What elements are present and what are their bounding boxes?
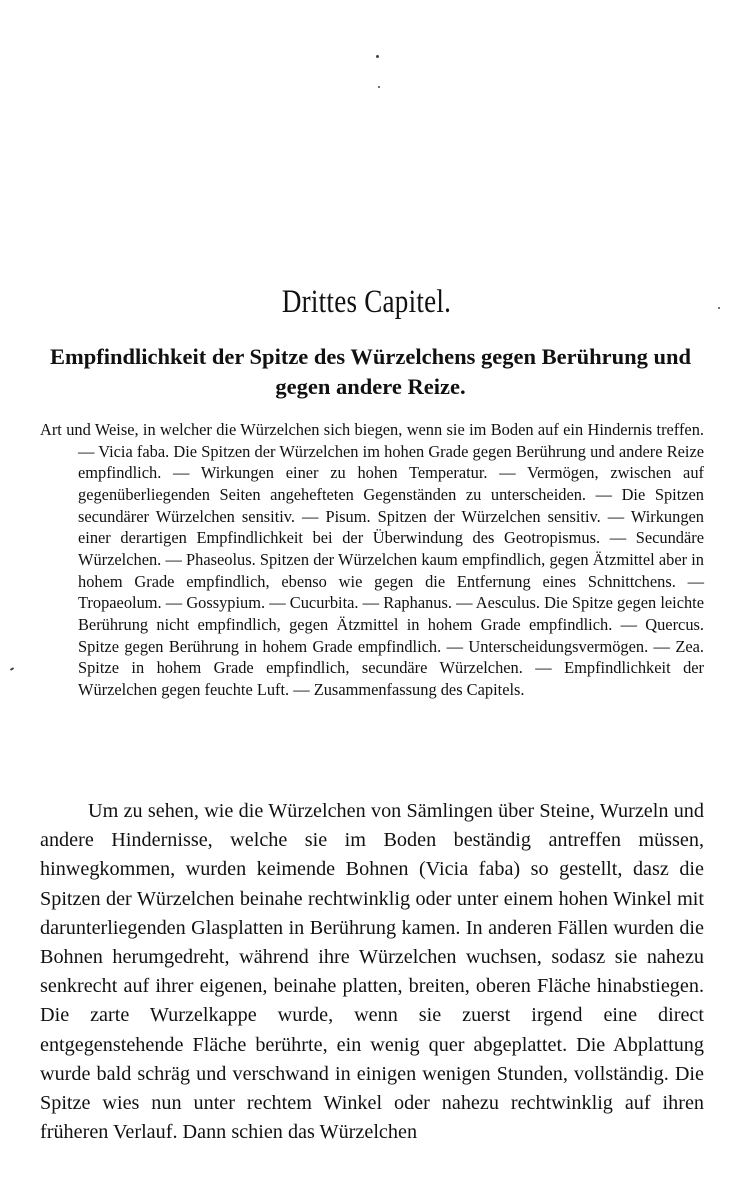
print-speck xyxy=(10,667,14,671)
chapter-heading: Empfindlichkeit der Spitze des Würzelchens gegen Berührung und gegen andere Reize. xyxy=(49,344,692,399)
print-speck xyxy=(378,86,380,88)
body-paragraph: Um zu sehen, wie die Würzelchen von Sämlingen über Steine, Wurzeln und andere Hindernisse, welche sie im Boden beständig antreffen müssen, hinwegkommen, wurden keimende Bohnen (Vicia faba) so gestellt, dasz die Spitzen der Würzelchen beinahe rechtwinklig oder unter einem hohen Winkel mit darunterliegenden Glasplatten in Berührung kamen. In anderen Fällen wurden die Bohnen herumgedreht, während ihre Würzelchen wuchsen, sodasz sie nahezu senkrecht auf ihrer eigenen, beinahe platten, breiten, oberen Fläche hinabstiegen. Die zarte Wurzelkappe wurde, wenn sie zuerst irgend eine direct entgegenstehende Fläche berührte, ein wenig quer abgeplattet. Die Abplattung wurde bald schräg und verschwand in einigen wenigen Stunden, vollständig. Die Spitze wies nun unter rechtem Winkel oder nahezu rechtwinklig auf ihren früheren Verlauf. Dann schien das Würzelchen xyxy=(40,800,704,1144)
chapter-synopsis xyxy=(40,419,704,701)
print-speck xyxy=(376,55,379,58)
chapter-title: Drittes Capitel. xyxy=(281,284,452,320)
synopsis-text: Art und Weise, in welcher die Würzelchen sich biegen, wenn sie im Boden auf ein Hindernis treffen. — Vicia faba. Die Spitzen der Würzelchen im hohen Grade gegen Berührung und andere Reize empfindlich. — Wirkungen einer zu hohen Temperatur. — Vermögen, zwischen auf gegenüberliegenden Seiten angehefteten Gegenständen zu unterscheiden. — Die Spitzen secundärer Würzelchen sensitiv. — Pisum. Spitzen der Würzelchen sensitiv. — Wirkungen einer derartigen Empfindlichkeit bei der Überwindung des Geotropismus. — Secundäre Würzelchen. — Phaseolus. Spitzen der Würzelchen kaum empfindlich, gegen Ätzmittel aber in hohem Grade empfindlich, ebenso wie gegen die Entfernung eines Schnittchens. — Tropaeolum. — Gossypium. — Cucurbita. — Raphanus. — Aesculus. Die Spitze gegen leichte Berührung nicht empfindlich, gegen Ätzmittel in hohem Grade empfindlich. — Quercus. Spitze gegen Berührung in hohem Grade empfindlich. — Unterscheidungsvermögen. — Zea. Spitze in hohem Grade empfindlich, secundäre Würzelchen. — Empfindlichkeit der Würzelchen gegen feuchte Luft. — Zusammenfassung des Capitels. xyxy=(40,420,704,699)
print-speck xyxy=(718,307,720,309)
